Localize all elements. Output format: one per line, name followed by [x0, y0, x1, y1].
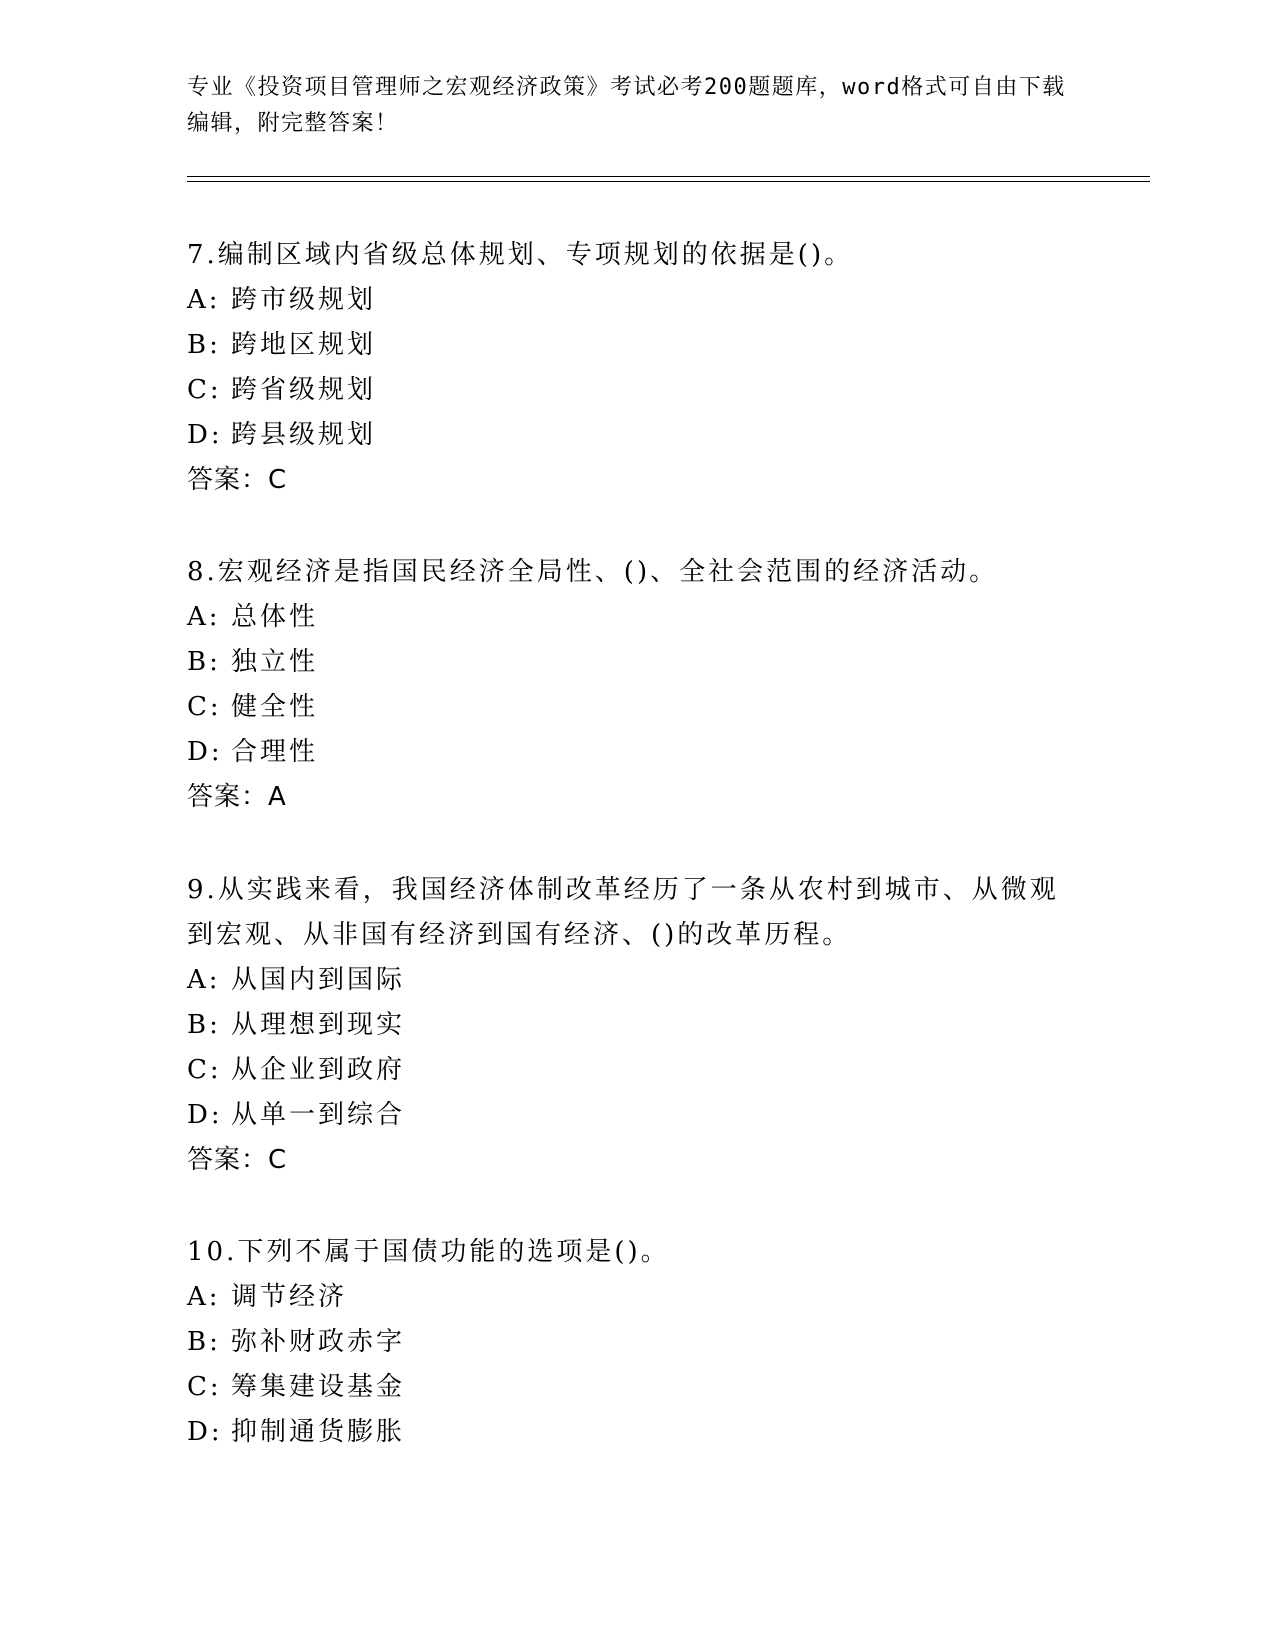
option-c — [187, 1048, 1077, 1093]
option-key: D: — [187, 1417, 223, 1447]
option-d — [187, 1410, 1077, 1455]
header-divider-bottom — [187, 181, 1150, 182]
question-stem: 10.下列不属于国债功能的选项是()。 — [187, 1237, 670, 1267]
option-key: A: — [187, 285, 221, 315]
option-text: 从单一到综合 — [231, 1100, 406, 1130]
header-divider-top — [187, 176, 1150, 177]
answer-line: 答案：C — [187, 465, 288, 495]
option-a — [187, 595, 1077, 640]
option-b — [187, 1003, 1077, 1048]
option-text: 跨县级规划 — [231, 420, 377, 450]
option-key: A: — [187, 602, 221, 632]
option-text: 从企业到政府 — [231, 1055, 406, 1085]
option-c — [187, 368, 1077, 413]
option-a — [187, 958, 1077, 1003]
option-key: D: — [187, 1100, 223, 1130]
option-key: D: — [187, 737, 223, 767]
option-d — [187, 413, 1077, 458]
question-10 — [187, 1230, 1077, 1455]
option-c — [187, 685, 1077, 730]
answer-line: 答案：A — [187, 782, 287, 812]
option-text: 从国内到国际 — [231, 965, 406, 995]
option-b — [187, 640, 1077, 685]
option-key: A: — [187, 1282, 221, 1312]
answer-line: 答案：C — [187, 1145, 288, 1175]
option-text: 弥补财政赤字 — [231, 1327, 406, 1357]
option-key: C: — [187, 1372, 222, 1402]
document-header: 专业《投资项目管理师之宏观经济政策》考试必考200题题库，word格式可自由下载编辑，附完整答案！ — [187, 75, 1066, 136]
option-key: C: — [187, 692, 222, 722]
option-key: C: — [187, 375, 222, 405]
option-c — [187, 1365, 1077, 1410]
option-text: 调节经济 — [231, 1282, 348, 1312]
option-d — [187, 730, 1077, 775]
option-key: C: — [187, 1055, 222, 1085]
option-b — [187, 323, 1077, 368]
option-text: 独立性 — [231, 647, 319, 677]
option-a — [187, 278, 1077, 323]
option-text: 跨市级规划 — [231, 285, 377, 315]
option-d — [187, 1093, 1077, 1138]
option-text: 跨省级规划 — [231, 375, 377, 405]
option-a — [187, 1275, 1077, 1320]
question-stem: 7.编制区域内省级总体规划、专项规划的依据是()。 — [187, 240, 854, 270]
option-text: 健全性 — [231, 692, 319, 722]
option-key: B: — [187, 1010, 221, 1040]
option-key: B: — [187, 1327, 221, 1357]
option-text: 抑制通货膨胀 — [231, 1417, 406, 1447]
question-8 — [187, 550, 1077, 820]
question-stem: 8.宏观经济是指国民经济全局性、()、全社会范围的经济活动。 — [187, 557, 999, 587]
question-7 — [187, 233, 1077, 503]
option-text: 跨地区规划 — [231, 330, 377, 360]
option-b — [187, 1320, 1077, 1365]
option-text: 筹集建设基金 — [231, 1372, 406, 1402]
question-9 — [187, 868, 1077, 1183]
option-text: 总体性 — [231, 602, 319, 632]
option-key: B: — [187, 330, 221, 360]
option-key: D: — [187, 420, 223, 450]
option-text: 合理性 — [231, 737, 319, 767]
question-stem: 9.从实践来看，我国经济体制改革经历了一条从农村到城市、从微观到宏观、从非国有经济到国有经济、()的改革历程。 — [187, 875, 1059, 950]
option-text: 从理想到现实 — [231, 1010, 406, 1040]
option-key: A: — [187, 965, 221, 995]
option-key: B: — [187, 647, 221, 677]
